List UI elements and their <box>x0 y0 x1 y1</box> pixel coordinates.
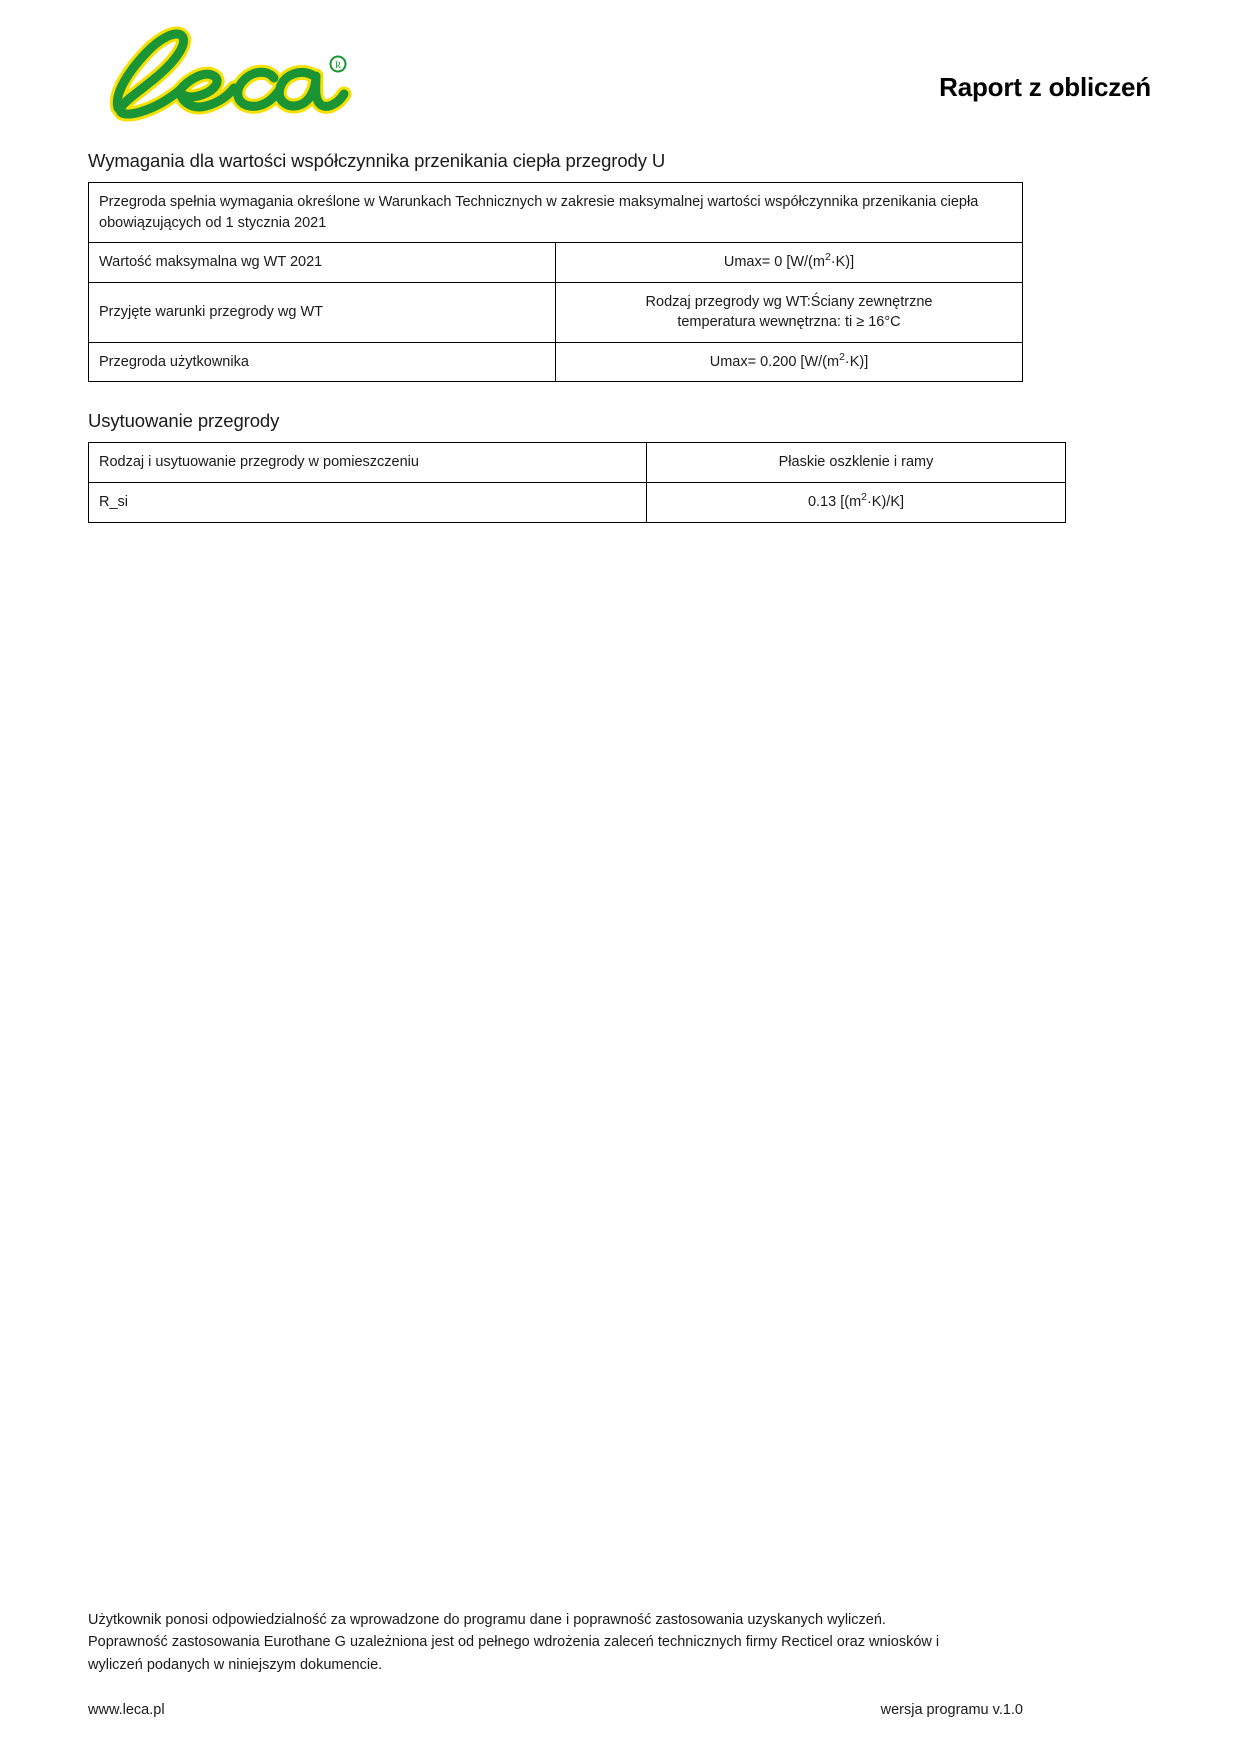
disclaimer-line-2: Poprawność zastosowania Eurothane G uzależniona jest od pełnego wdrożenia zaleceń technicznych firmy Recticel oraz wniosków i <box>88 1634 940 1651</box>
rsi-label: R_si <box>89 483 647 523</box>
document-footer <box>0 1609 1241 1754</box>
partition-type-line: Rodzaj przegrody wg WT:Ściany zewnętrzne <box>645 293 933 310</box>
table-row <box>89 243 1023 283</box>
partition-location-table <box>88 442 1066 522</box>
content-spacer <box>0 1080 1241 1609</box>
compliance-statement-cell: Przegroda spełnia wymagania określone w Warunkach Technicznych w zakresie maksymalnej wartości współczynnika przenikania ciepła obowiązujących od 1 stycznia 2021 <box>89 183 1023 243</box>
website-link[interactable]: www.leca.pl <box>88 1702 165 1718</box>
table-row <box>89 342 1023 382</box>
table-row <box>89 183 1023 243</box>
value-prefix: 0.13 [(m <box>807 494 862 511</box>
user-partition-value <box>556 342 1023 382</box>
table-row <box>89 443 1066 483</box>
partition-location-value: Płaskie oszklenie i ramy <box>647 443 1066 483</box>
footer-meta-row <box>88 1702 1023 1718</box>
value-superscript: 2 <box>839 352 845 364</box>
table-row <box>89 282 1023 342</box>
value-suffix: ·K)] <box>844 353 869 370</box>
value-prefix: Umax= 0 [W/(m <box>723 254 825 271</box>
svg-text:R: R <box>334 60 342 70</box>
disclaimer-line-1: Użytkownik ponosi odpowiedzialność za wprowadzone do programu dane i poprawność zastosowania uzyskanych wyliczeń. <box>88 1611 886 1628</box>
max-value-wt2021-label: Wartość maksymalna wg WT 2021 <box>89 243 556 283</box>
section-u-value-requirements <box>88 150 1153 382</box>
user-partition-label: Przegroda użytkownika <box>89 342 556 382</box>
disclaimer-text <box>88 1609 1038 1676</box>
value-prefix: Umax= 0.200 [W/(m <box>709 353 840 370</box>
section-title: Wymagania dla wartości współczynnika przenikania ciepła przegrody U <box>88 150 666 171</box>
value-superscript: 2 <box>861 492 867 504</box>
internal-temperature-line: temperatura wewnętrzna: ti ≥ 16°C <box>677 314 901 331</box>
assumed-conditions-label: Przyjęte warunki przegrody wg WT <box>89 282 556 342</box>
partition-location-label: Rodzaj i usytuowanie przegrody w pomieszczeniu <box>89 443 647 483</box>
max-value-wt2021-value <box>556 243 1023 283</box>
document-content <box>0 150 1241 1080</box>
u-value-requirements-table <box>88 182 1023 382</box>
leca-logo-icon <box>88 20 353 128</box>
value-superscript: 2 <box>824 252 831 264</box>
value-suffix: ·K)/K] <box>866 494 905 511</box>
disclaimer-line-3: wyliczeń podanych w niniejszym dokumencie. <box>88 1656 383 1673</box>
page-title: Raport z obliczeń <box>939 72 1151 102</box>
rsi-value <box>647 483 1066 523</box>
section-partition-location <box>88 410 1153 522</box>
assumed-conditions-value <box>556 282 1023 342</box>
table-row <box>89 483 1066 523</box>
section-title: Usytuowanie przegrody <box>88 410 280 432</box>
program-version: wersja programu v.1.0 <box>880 1702 1023 1718</box>
document-header <box>0 0 1241 150</box>
leca-logo <box>88 18 358 130</box>
value-suffix: ·K)] <box>830 254 855 271</box>
